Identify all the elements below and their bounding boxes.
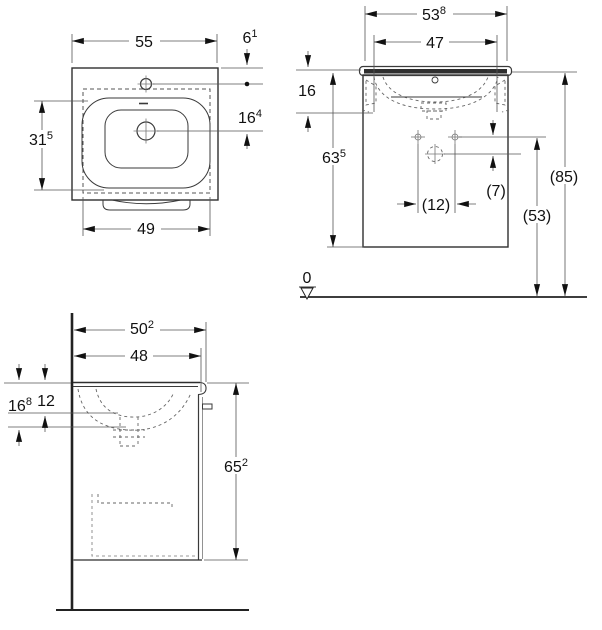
- cabinet-side-body: [74, 395, 213, 561]
- dim-label-48: 48: [130, 348, 148, 365]
- dim-rim-to-floor-85: [512, 72, 587, 296]
- dim-label-55: 55: [135, 34, 153, 51]
- dim-label-16: 16: [298, 83, 316, 100]
- service-cutout-hidden: [92, 494, 197, 556]
- dim-label-47: 47: [426, 35, 444, 52]
- dim-label-61: $6^1$: [242, 28, 258, 47]
- dim-label-7: (7): [486, 183, 506, 200]
- dim-label-538: $53^8$: [422, 5, 446, 24]
- hidden-basin-profile: [362, 77, 509, 119]
- rear-tap-hole: [432, 77, 438, 83]
- dim-label-315: $31^5$: [29, 130, 53, 149]
- hidden-bowl-side: [78, 389, 191, 446]
- dim-label-164: $16^4$: [238, 108, 262, 127]
- front-lip: [103, 200, 190, 210]
- basin-ceramic-outline: [72, 68, 218, 200]
- dim-cabinet-depth-48: [74, 347, 201, 392]
- dim-label-53p: (53): [522, 208, 552, 225]
- drain-fitting-upper: [421, 103, 446, 111]
- dim-body-height-635: [316, 73, 364, 247]
- datum-label: 0: [302, 270, 312, 287]
- basin-side-profile: [73, 383, 206, 395]
- dim-label-652: $65^2$: [224, 457, 248, 476]
- drain-hole: [134, 119, 159, 144]
- pipe-outlet-hole: [425, 144, 445, 164]
- dim-basin-depth-315: [24, 101, 104, 190]
- dim-label-12: 12: [37, 393, 55, 410]
- cabinet-body: [363, 75, 508, 247]
- front-view: [296, 5, 587, 299]
- dim-label-502: $50^2$: [130, 319, 154, 338]
- dim-cabinet-height-652: [204, 383, 255, 560]
- dim-holes-to-floor-53: [514, 138, 560, 296]
- door-handle: [203, 404, 213, 409]
- dim-trap-depth-168: [4, 364, 126, 446]
- tap-hole: [138, 76, 155, 93]
- basin-bowl: [105, 110, 188, 168]
- dim-hole-spacing-12: [397, 144, 476, 214]
- dim-overall-width-55: [72, 32, 217, 63]
- mounting-hole-left: [411, 130, 425, 144]
- dim-label-168: $16^8$: [8, 396, 32, 415]
- dim-tap-offset-61: [153, 28, 263, 86]
- dim-label-635: $63^5$: [322, 148, 346, 167]
- datum-zero-symbol: [299, 270, 316, 299]
- dim-apron-height-16: [296, 51, 373, 132]
- dim-hole-offset-7: [444, 120, 546, 200]
- side-view: [4, 313, 255, 610]
- dim-label-49: 49: [137, 221, 155, 238]
- dim-lower-width-49: [83, 197, 210, 238]
- basin-top-fill: [364, 69, 507, 74]
- cabinet-hidden-edge: [83, 89, 210, 193]
- plan-view: [24, 28, 263, 238]
- dim-label-12p: (12): [421, 197, 451, 214]
- drain-fitting-lower: [427, 111, 441, 119]
- dim-point: [245, 82, 250, 87]
- dim-label-85p: (85): [549, 169, 579, 186]
